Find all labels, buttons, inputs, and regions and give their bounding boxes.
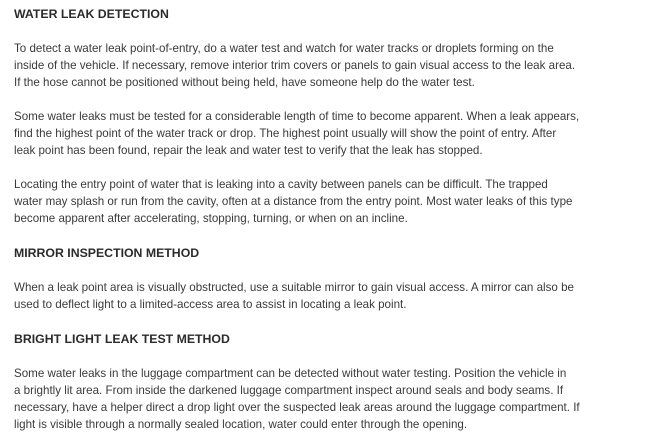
text-line: become apparent after accelerating, stopping, turning, or when on an incline. — [14, 212, 408, 225]
section-heading-water-leak-detection: WATER LEAK DETECTION — [14, 7, 169, 21]
section-heading-bright-light-test: BRIGHT LIGHT LEAK TEST METHOD — [14, 332, 230, 346]
paragraph-cavity-leak — [14, 176, 634, 227]
text-line: Some water leaks must be tested for a considerable length of time to become apparent. When a leak appears, — [14, 110, 580, 123]
section-heading-mirror-inspection: MIRROR INSPECTION METHOD — [14, 246, 200, 260]
paragraph-water-test — [14, 40, 634, 91]
text-line: light is visible through a normally sealed location, water could enter through the opening. — [14, 418, 468, 431]
text-line: used to deflect light to a limited-access area to assist in locating a leak point. — [14, 298, 407, 311]
text-line: When a leak point area is visually obstructed, use a suitable mirror to gain visual access. A mirror can also be — [14, 281, 574, 294]
text-line: necessary, have a helper direct a drop light over the suspected leak areas around the luggage compartment. If — [14, 401, 580, 414]
text-line: To detect a water leak point-of-entry, do a water test and watch for water tracks or droplets forming on the — [14, 42, 554, 55]
text-line: leak point has been found, repair the leak and water test to verify that the leak has stopped. — [14, 144, 483, 157]
paragraph-mirror — [14, 279, 634, 313]
text-line: inside of the vehicle. If necessary, remove interior trim covers or panels to gain visual access to the leak area. — [14, 59, 576, 72]
text-line: a brightly lit area. From inside the darkened luggage compartment inspect around seals and body seams. If — [14, 384, 564, 397]
text-line: If the hose cannot be positioned without being held, have someone help do the water test. — [14, 76, 475, 89]
text-line: Locating the entry point of water that is leaking into a cavity between panels can be difficult. The trapped — [14, 178, 548, 191]
paragraph-bright-light — [14, 365, 634, 433]
text-line: find the highest point of the water track or drop. The highest point usually will show the point of entry. After — [14, 127, 557, 140]
paragraph-leak-appears — [14, 108, 634, 159]
text-line: water may splash or run from the cavity, often at a distance from the entry point. Most water leaks of this type — [14, 195, 573, 208]
text-line: Some water leaks in the luggage compartment can be detected without water testing. Position the vehicle in — [14, 367, 567, 380]
